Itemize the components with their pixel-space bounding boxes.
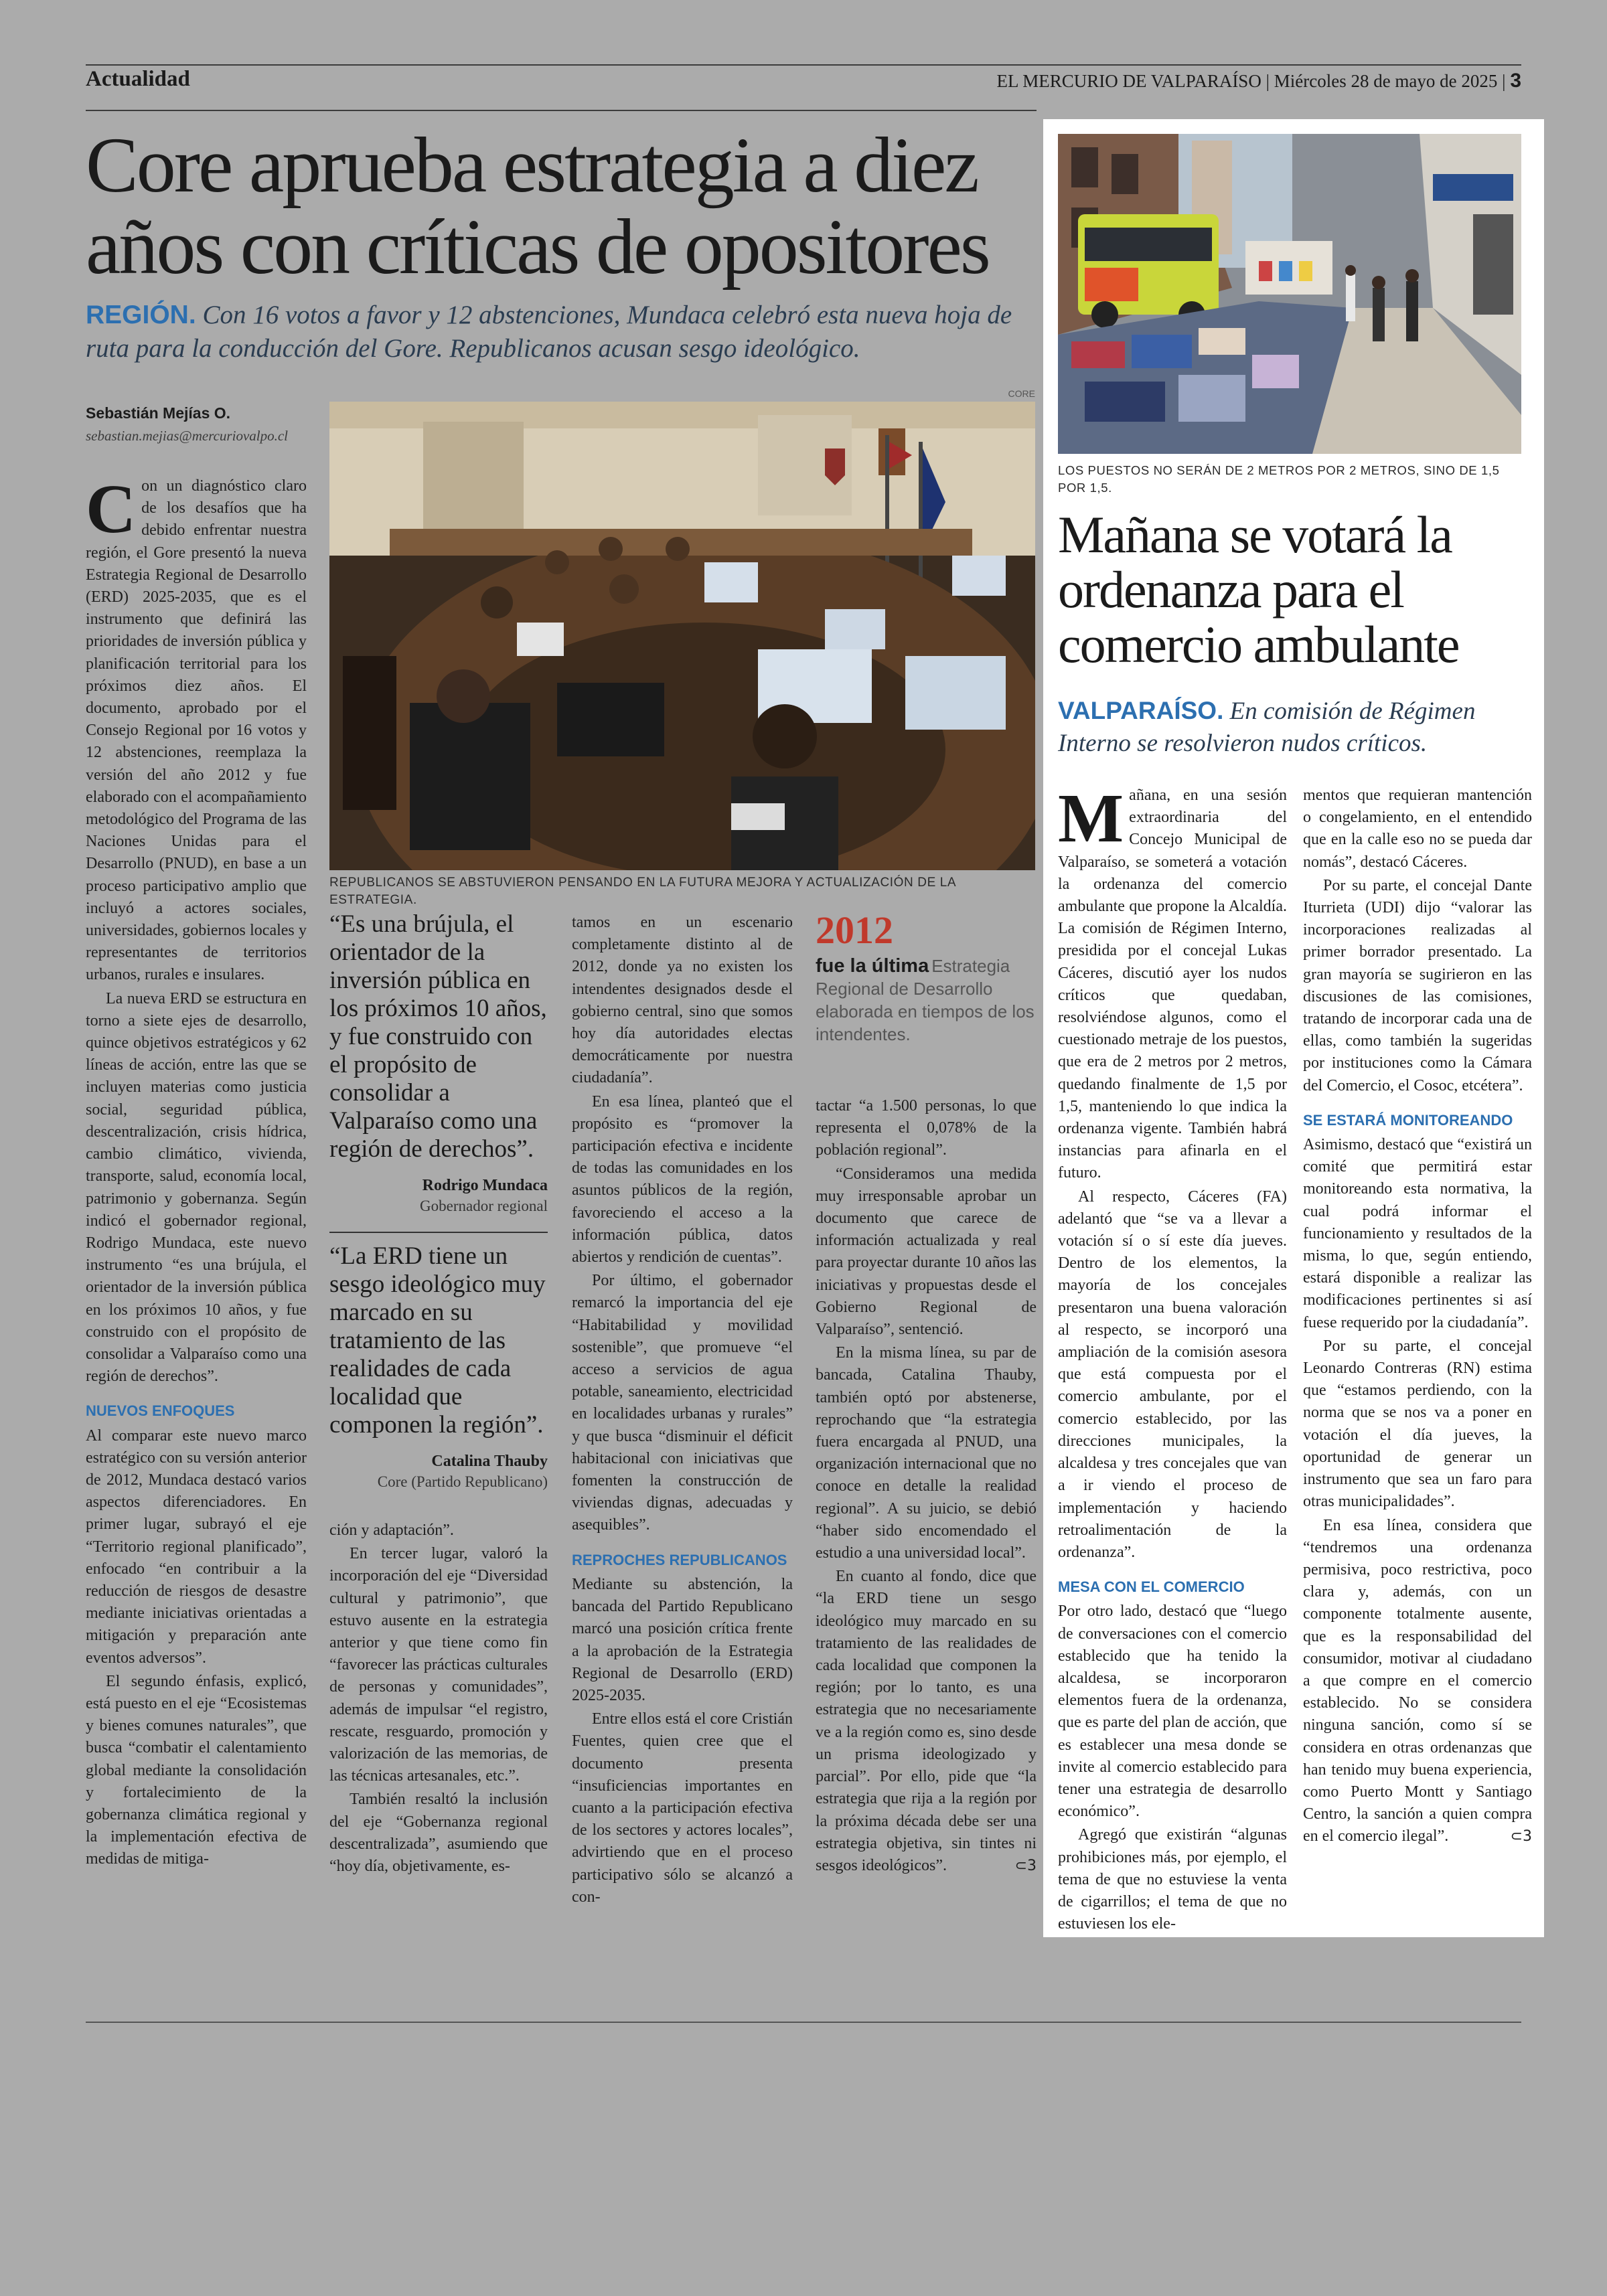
council-chamber-photo [329, 402, 1035, 870]
deck-text: Con 16 votos a favor y 12 abstenciones, Mundaca celebró esta nueva hoja de ruta para la conducción del Gore. Republicanos acusan sesgo ideológico. [86, 301, 1012, 363]
photo-credit: CORE [1008, 388, 1035, 399]
paragraph: La nueva ERD se estructura en torno a siete ejes de desarrollo, quince objetivos estratégicos y 62 líneas de acción, entre las que se incluyen materias como justicia social, seguridad pública, descentralización, crisis hídrica, cambio climático, vivienda, transporte, salud, economía local, patrimonio y gobernanza. Según indicó el gobernador regional, Rodrigo Mundaca, este nuevo instrumento “es una brújula, el orientador de la inversión pública en los próximos 10 años, y fue construido con el propósito de consolidar a Valparaíso como una región de derechos”. [86, 989, 307, 1386]
dropcap: M [1058, 780, 1124, 857]
main-headline: Core aprueba estrategia a diez años con críticas de opositores [86, 121, 989, 291]
byline-email: sebastian.mejias@mercuriovalpo.cl [86, 428, 288, 444]
paragraph: Por su parte, el concejal Dante Iturrieta (UDI) dijo “valorar las incorporaciones realizadas al primer borrador presentado. La gran mayoría se sugirieron en las discusiones de las comisiones, tratando de incorporar cada una de ellas, como también la sugeridas por instituciones como la Cámara del Comercio, el Cosoc, etcétera”. [1303, 876, 1532, 1094]
paragraph: El segundo énfasis, explicó, está puesto en el eje “Ecosistemas y bienes comunes naturales”, que busca “combatir el calentamiento global mediante la consolidación y fortalecimiento de la gobernanza climática regional y la implementación efectiva de medidas de mitiga- [86, 1672, 307, 1868]
paper-name: EL MERCURIO DE VALPARAÍSO [996, 71, 1261, 91]
quote-author: Catalina Thauby [431, 1453, 548, 1470]
section-label: Actualidad [86, 67, 190, 91]
subhead-mesa-comercio: MESA CON EL COMERCIO [1058, 1578, 1245, 1596]
paragraph: Por otro lado, destacó que “luego de conversaciones con el comercio establecido que ha tenido la alcaldesa, se incorporaron elementos fuera de la ordenanza, que es parte del plan de acción, que es establecer una mesa donde se invite al comercio establecido para tener una estrategia de desarrollo económico”. [1058, 1603, 1287, 1821]
main-column-1 [86, 471, 307, 1872]
sidebar-column-1 [1058, 780, 1287, 1937]
deck-text: En comisión de Régimen Interno se resolvieron nudos críticos. [1058, 698, 1476, 757]
sidebar-headline: Mañana se votará la ordenanza para el comercio ambulante [1058, 505, 1459, 673]
top-rule [86, 64, 1521, 66]
main-column-2 [329, 1520, 548, 1879]
main-photo-caption: REPUBLICANOS SE ABSTUVIERON PENSANDO EN LA FUTURA MEJORA Y ACTUALIZACIÓN DE LA ESTRATEGIA. [329, 876, 956, 907]
street-market-illustration [1058, 134, 1521, 454]
quote-divider [329, 1232, 548, 1233]
paragraph: Mañana, en una sesión extraordinaria del Concejo Municipal de Valparaíso, se someterá a votación la ordenanza del comercio ambulante que propone la Alcaldía. La comisión de Régimen Interno, presidida por el concejal Lukas Cáceres, discutió ayer los nudos críticos que quedaban, resolviéndose algunos, como el cuestionado metraje de los puestos, que era de 2 metros por 2 metros, quedando finalmente de 1,5 por 1,5, manteniendo lo que indica la ordenanza vigente. También habrá instancias para afinarla en el futuro. [1058, 780, 1287, 1182]
paragraph: tamos en un escenario completamente distinto al de 2012, donde ya no existen los intendentes designados desde el gobierno central, sino que somos hoy día autoridades electas democráticamente por nuestra ciudadanía”. [572, 914, 793, 1087]
issue-date: Miércoles 28 de mayo de 2025 [1274, 71, 1498, 91]
paragraph: Por su parte, el concejal Leonardo Contreras (RN) estima que “estamos perdiendo, con la norma que se nos va a poner en votación el día jueves, la oportunidad de generar un instrumento que sea un faro para otras municipalidades”. [1303, 1337, 1532, 1511]
paragraph: Asimismo, destacó que “existirá un comité que permitirá estar monitoreando esta normativa, la cual podrá informar el funcionamiento y resultados de la misma, lo que, según entiendo, estará disponible a realizar las modificaciones pertinentes si así fuese requerido por la ciudadanía”. [1303, 1136, 1532, 1331]
page-number: 3 [1510, 70, 1521, 92]
paragraph: En cuanto al fondo, dice que “la ERD tiene un sesgo ideológico muy marcado en su tratamiento de las realidades de cada localidad que componen la región; por lo tanto, es una estrategia que no necesariamente ve a la región como es, sino desde un prisma ideologizado y parcial”. Por ello, pide que “la estrategia que rija a la región por la próxima década debe ser una estrategia objetiva, sin tintes ni sesgos ideológicos”. ⊂3 [816, 1566, 1037, 1877]
paragraph: Agregó que existirán “algunas prohibiciones más, por ejemplo, el tema de que no estuviese la venta de cigarrillos; el tema de que no estuviesen los ele- [1058, 1826, 1287, 1933]
paragraph: Al respecto, Cáceres (FA) adelantó que “se va a llevar a votación sí o sí este día jueves. Dentro de los elementos, la mayoría de los concejales presentaron una buena valoración al respecto, se incorporó una ampliación de la comisión asesora que está compuesta por el comercio ambulante, por el comercio establecido, por las direcciones municipales, la alcaldesa y tres concejales que van a ir viendo el proceso de implementación y haciendo retroalimentación de la ordenanza”. [1058, 1187, 1287, 1561]
subhead-reproches: REPROCHES REPUBLICANOS [572, 1551, 787, 1568]
paragraph: mentos que requieran mantención o congelamiento, en el entendido que en la calle eso no se pueda dar nomás”, destacó Cáceres. [1303, 787, 1532, 871]
main-column-3 [572, 912, 793, 1910]
subhead-nuevos-enfoques: NUEVOS ENFOQUES [86, 1402, 235, 1420]
sidebar-column-2 [1303, 785, 1532, 1850]
quote-author-role: Core (Partido Republicano) [377, 1473, 548, 1490]
paragraph: En esa línea, planteó que el propósito es “promover la participación efectiva e incidente de todas las comunidades en los asuntos públicos de la región, favoreciendo el acceso a la información pública, datos abiertos y rendición de cuentas”. [572, 1092, 793, 1266]
main-deck [86, 299, 1037, 365]
fact-box [816, 910, 1037, 1046]
bottom-rule [86, 2022, 1521, 2023]
street-vendors-photo [1058, 134, 1521, 454]
paragraph: Mediante su abstención, la bancada del Partido Republicano marcó una posición crítica frente a la aprobación de la Estrategia Regional de Desarrollo (ERD) 2025-2035. [572, 1575, 793, 1704]
deck-tag: REGIÓN. [86, 301, 196, 329]
sidebar-photo-caption: LOS PUESTOS NO SERÁN DE 2 METROS POR 2 METROS, SINO DE 1,5 POR 1,5. [1058, 463, 1500, 495]
paragraph: ción y adaptación”. [329, 1522, 454, 1539]
paragraph: En la misma línea, su par de bancada, Catalina Thauby, también optó por abstenerse, reprochando que “la estrategia fuera encargada al PNUD, una organización internacional que no conoce en detalle la realidad regional”. A su juicio, se debió “haber sido encomendado el estudio a una universidad local”. [816, 1344, 1037, 1562]
fact-bold: fue la última [816, 955, 929, 977]
quote-block-2 [329, 1232, 548, 1491]
main-column-4 [816, 1095, 1037, 1878]
paragraph: En esa línea, considera que “tendremos una ordenanza permisiva, poco restrictiva, poco clara y, además, con un componente totalmente ausente, que es la responsabilidad del consumidor, motivar al ciudadano a que compre en el comercio establecido. No se considera ninguna sanción, como sí se considera en otras ordenanzas que han tenido muy buena experiencia, como Puerto Montt y Santiago Centro, la sanción a quien compra en el comercio ilegal”. ⊂3 [1303, 1515, 1532, 1848]
byline [86, 404, 293, 444]
subhead-monitoreando: SE ESTARÁ MONITOREANDO [1303, 1111, 1513, 1129]
quote-block-1 [329, 910, 548, 1215]
paragraph: tactar “a 1.500 personas, lo que representa el 0,078% de la población regional”. [816, 1097, 1037, 1159]
byline-name: Sebastián Mejías O. [86, 404, 231, 422]
sidebar-deck [1058, 695, 1527, 760]
end-mark: ⊂3 [1510, 1828, 1532, 1846]
quote-author: Rodrigo Mundaca [422, 1177, 548, 1194]
dateline: EL MERCURIO DE VALPARAÍSO | Miércoles 28 de mayo de 2025 | 3 [996, 70, 1521, 92]
end-mark: ⊂3 [1014, 1857, 1037, 1874]
council-chamber-illustration [329, 402, 1035, 870]
fact-year: 2012 [816, 908, 893, 952]
sidebar-article [1043, 119, 1544, 1937]
dropcap: C [86, 471, 137, 548]
paragraph: Por último, el gobernador remarcó la importancia del eje “Habitabilidad y movilidad sostenible”, que promueve “el acceso a servicios de agua potable, saneamiento, electricidad en localidades urbanas y rurales” y que busca “disminuir el déficit habitacional con iniciativas que fomenten la construcción de viviendas dignas, adecuadas y asequibles”. [572, 1272, 793, 1534]
pull-quote-thauby: “La ERD tiene un sesgo ideológico muy marcado en su tratamiento de las realidades de cada localidad que componen la región”. [329, 1242, 546, 1439]
quote-author-role: Gobernador regional [420, 1198, 548, 1214]
paragraph: En tercer lugar, valoró la incorporación del eje “Diversidad cultural y patrimonio”, que estuvo ausente en la estrategia anterior y que tiene como fin “favorecer las prácticas culturales de personas y comunidades”, además de impulsar “el registro, rescate, resguardo, promoción y valorización de las memorias, de las técnicas artesanales, etc.”. [329, 1545, 548, 1785]
header-rule [86, 110, 1037, 111]
paragraph: Al comparar este nuevo marco estratégico con su versión anterior de 2012, Mundaca destacó varios aspectos diferenciadores. En primer lugar, subrayó el eje “Territorio regional planificado”, enfocado “en contribuir a la reducción de riesgos de desastre mediante iniciativas orientadas a mitigación y preparación ante eventos adversos”. [86, 1426, 307, 1667]
paragraph: Entre ellos está el core Cristián Fuentes, quien cree que el documento presenta “insuficiencias importantes en cuanto a la participación efectiva de los sectores y actores locales”, advirtiendo que en el proceso participativo sólo se alcanzó a con- [572, 1710, 793, 1906]
paragraph: “Consideramos una medida muy irresponsable aprobar un documento que carece de información actualizada y real para proyectar durante 10 años las iniciativas y propuestas desde el Gobierno Regional de Valparaíso”, sentenció. [816, 1165, 1037, 1339]
deck-tag: VALPARAÍSO. [1058, 697, 1224, 724]
paragraph: También resaltó la inclusión del eje “Gobernanza regional descentralizada”, asumiendo que “hoy día, objetivamente, es- [329, 1791, 548, 1876]
pull-quote-mundaca: “Es una brújula, el orientador de la inversión pública en los próximos 10 años, y fue construido con el propósito de consolidar a Valparaíso como una región de derechos”. [329, 910, 547, 1163]
fact-text: Estrategia Regional de Desarrollo elaborada en tiempos de los intendentes. [816, 956, 1035, 1044]
paragraph: Con un diagnóstico claro de los desafíos que ha debido enfrentar nuestra región, el Gore presentó la nueva Estrategia Regional de Desarrollo (ERD) 2025-2035, que es el instrumento que definirá las prioridades de inversión pública y planificación territorial para los próximos diez años. El documento, aprobado por el Consejo Regional por 16 votos y 12 abstenciones, reemplaza la versión del año 2012 y fue elaborado con el acompañamiento metodológico del Programa de las Naciones Unidas para el Desarrollo (PNUD), en base a un proceso participativo amplio que incluyó a actores sociales, universidades, gobiernos locales y representantes de territorios urbanos, rurales e insulares. [86, 471, 307, 984]
